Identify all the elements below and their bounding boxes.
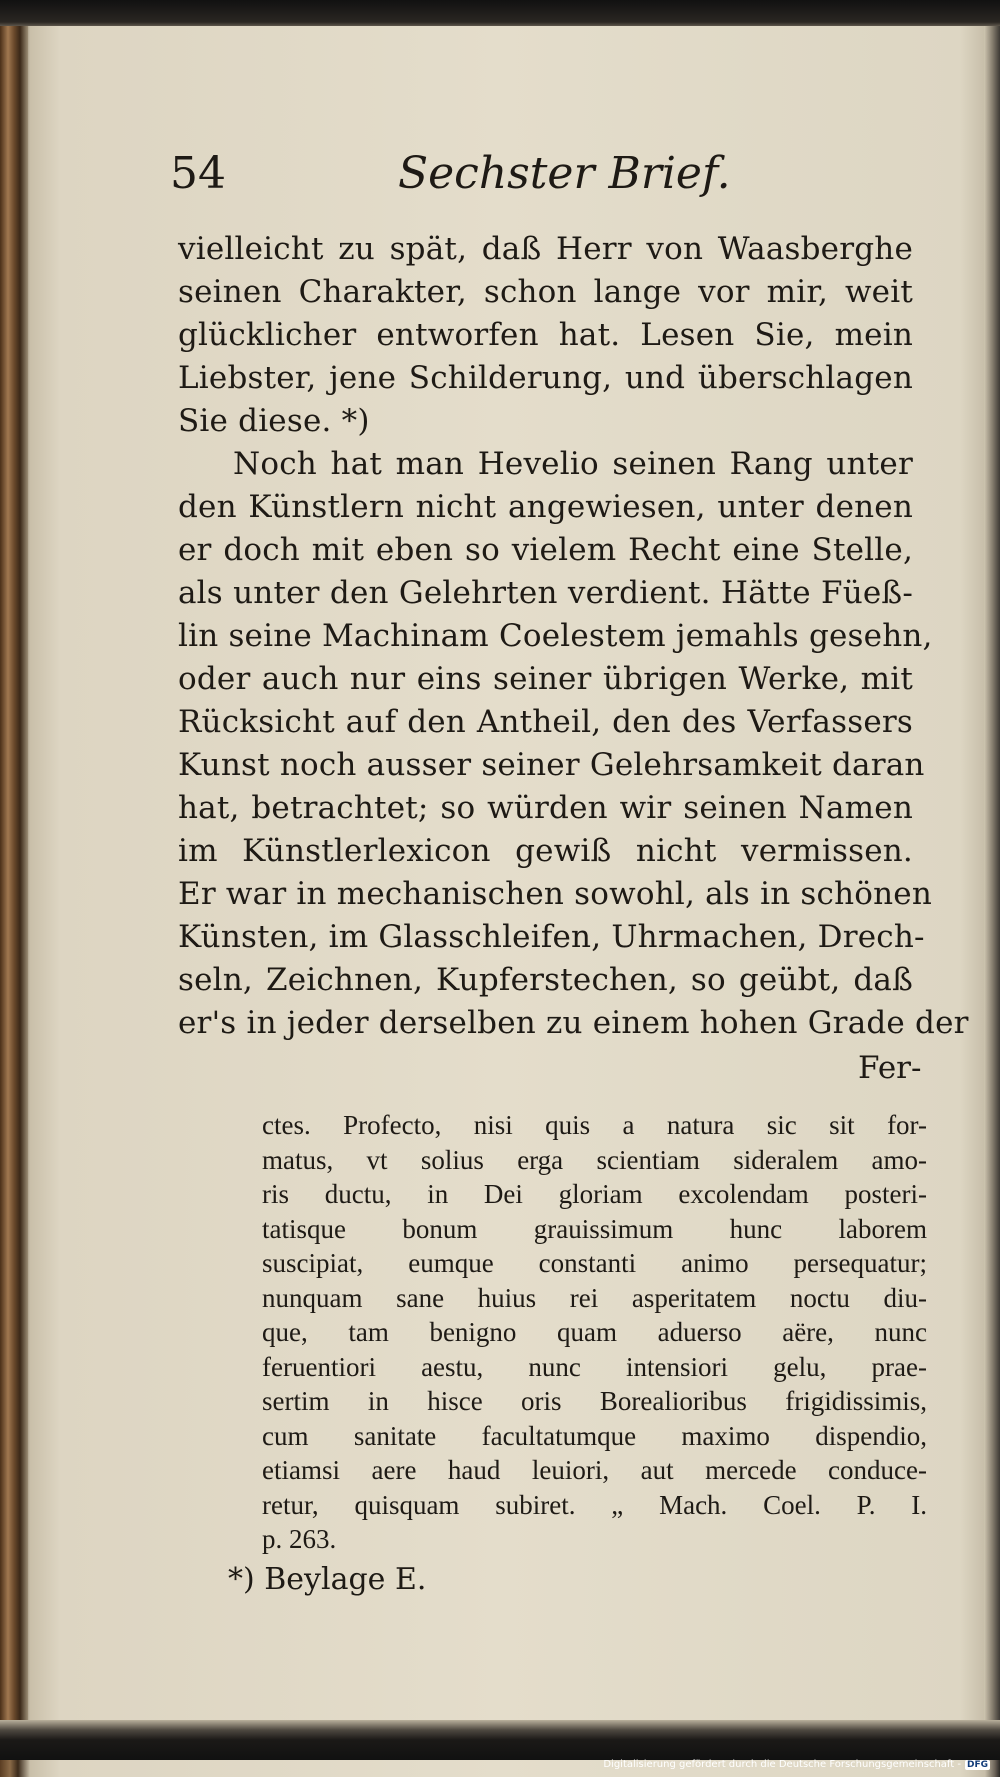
- dfg-logo-icon: DFG: [966, 1759, 988, 1770]
- body-line: Noch hat man Hevelio seinen Rang unter: [233, 446, 913, 482]
- book-spine: [0, 26, 28, 1726]
- body-line: hat, betrachtet; so würden wir seinen Namen: [178, 790, 913, 826]
- body-line: er's in jeder derselben zu einem hohen Grade der: [178, 1005, 969, 1041]
- body-line: seln, Zeichnen, Kupferstechen, so geübt, daß: [178, 962, 913, 998]
- page-right-edge: [984, 26, 1000, 1726]
- body-line: als unter den Gelehrten verdient. Hätte Füeß-: [178, 575, 913, 611]
- page-number: 54: [170, 148, 226, 199]
- footnote-text: [262, 1108, 927, 1557]
- body-line: oder auch nur eins seiner übrigen Werke, mit: [178, 661, 913, 697]
- footnote-line: que, tam benigno quam aduerso aëre, nunc: [262, 1317, 927, 1347]
- body-line: er doch mit eben so vielem Recht eine Stelle,: [178, 532, 913, 568]
- body-line: Sie diese. *): [178, 403, 370, 439]
- footnote-line: p. 263.: [262, 1524, 337, 1554]
- footnote-line: nunquam sane huius rei asperitatem noctu diu-: [262, 1282, 927, 1313]
- catchword: Fer-: [858, 1050, 922, 1086]
- body-line: vielleicht zu spät, daß Herr von Waasberghe: [178, 231, 913, 267]
- digitization-credit: [603, 1759, 990, 1770]
- footnote-line: ris ductu, in Dei gloriam excolendam posteri-: [262, 1179, 927, 1209]
- body-line: den Künstlern nicht angewiesen, unter denen: [178, 489, 913, 525]
- footnote-line: ctes. Profecto, nisi quis a natura sic sit for-: [262, 1110, 927, 1140]
- page-header-title: Sechster Brief.: [398, 148, 731, 199]
- body-line: Er war in mechanischen sowohl, als in schönen: [178, 876, 932, 912]
- footnote-reference: *) Beylage E.: [228, 1562, 427, 1597]
- footnote-line: cum sanitate facultatumque maximo dispendio,: [262, 1420, 927, 1451]
- body-line: Liebster, jene Schilderung, und überschlagen: [178, 360, 913, 396]
- body-line: glücklicher entworfen hat. Lesen Sie, mein: [178, 317, 913, 353]
- body-line: Kunst noch ausser seiner Gelehrsamkeit daran: [178, 747, 925, 783]
- body-line: seinen Charakter, schon lange vor mir, weit: [178, 274, 913, 310]
- scan-top-edge: [0, 0, 1000, 26]
- body-text: [178, 228, 969, 1045]
- footnote-line: etiamsi aere haud leuiori, aut mercede conduce-: [262, 1455, 927, 1485]
- footnote-line: matus, vt solius erga scientiam sideralem amo-: [262, 1144, 927, 1175]
- footnote-line: suscipiat, eumque constanti animo persequatur;: [262, 1248, 927, 1278]
- footnote-line: retur, quisquam subiret. „ Mach. Coel. P. I.: [262, 1489, 927, 1520]
- scan-bottom-edge: [0, 1720, 1000, 1760]
- body-line: Rücksicht auf den Antheil, den des Verfassers: [178, 704, 913, 740]
- body-line: Künsten, im Glasschleifen, Uhrmachen, Drech-: [178, 919, 925, 955]
- footnote-line: tatisque bonum grauissimum hunc laborem: [262, 1213, 927, 1244]
- footnote-line: sertim in hisce oris Borealioribus frigidissimis,: [262, 1386, 927, 1416]
- credit-text: Digitalisierung gefördert durch die Deutsche Forschungsgemeinschaft -: [603, 1759, 961, 1770]
- body-line: lin seine Machinam Coelestem jemahls gesehn,: [178, 618, 933, 654]
- footnote-line: feruentiori aestu, nunc intensiori gelu, prae-: [262, 1351, 927, 1382]
- body-line: im Künstlerlexicon gewiß nicht vermissen.: [178, 833, 913, 869]
